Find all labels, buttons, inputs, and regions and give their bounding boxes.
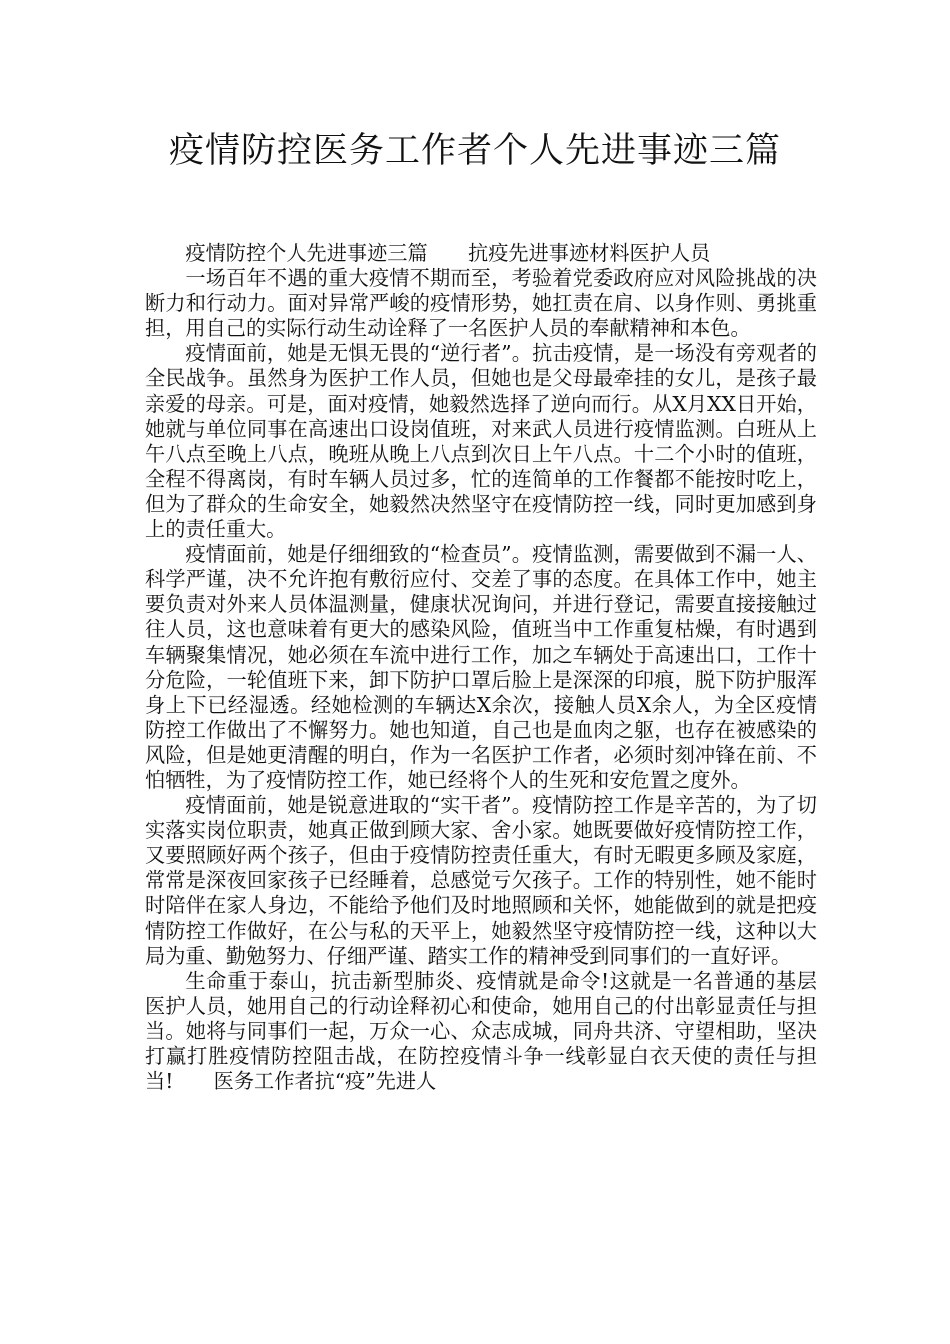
- paragraph-intro: 一场百年不遇的重大疫情不期而至，考验着党委政府应对风险挑战的决断力和行动力。面对异常严峻的疫情形势，她扛责在肩、以身作则、勇挑重担，用自己的实际行动生动诠释了一名医护人员的奉献精神和本色。: [145, 266, 817, 341]
- subtitle-line: 疫情防控个人先进事迹三篇 抗疫先进事迹材料医护人员: [185, 241, 711, 265]
- paragraph-retrograde: 疫情面前，她是无惧无畏的“逆行者”。抗击疫情，是一场没有旁观者的全民战争。虽然身为医护工作人员，但她也是父母最牵挂的女儿，是孩子最亲爱的母亲。可是，面对疫情，她毅然选择了逆向而行。从X月XX日开始，她就与单位同事在高速出口设岗值班，对来武人员进行疫情监测。白班从上午八点至晚上八点，晚班从晚上八点到次日上午八点。十二个小时的值班，全程不得离岗，有时车辆人员过多，忙的连简单的工作餐都不能按时吃上，但为了群众的生命安全，她毅然决然坚守在疫情防控一线，同时更加感到身上的责任重大。: [145, 341, 817, 542]
- paragraph-doer: 疫情面前，她是锐意进取的“实干者”。疫情防控工作是辛苦的，为了切实落实岗位职责，她真正做到顾大家、舍小家。她既要做好疫情防控工作，又要照顾好两个孩子，但由于疫情防控责任重大，有时无暇更多顾及家庭，常常是深夜回家孩子已经睡着，总感觉亏欠孩子。工作的特别性，她不能时时陪伴在家人身边，不能给予他们及时地照顾和关怀，她能做到的就是把疫情防控工作做好，在公与私的天平上，她毅然坚守疫情防控一线，这种以大局为重、勤勉努力、仔细严谨、踏实工作的精神受到同事们的一直好评。: [145, 793, 817, 968]
- paragraph-conclusion: 生命重于泰山，抗击新型肺炎、疫情就是命令!这就是一名普通的基层医护人员，她用自己的行动诠释初心和使命，她用自己的付出彰显责任与担当。她将与同事们一起，万众一心、众志成城，同舟共济、守望相助，坚决打赢打胜疫情防控阻击战，在防控疫情斗争一线彰显白衣天使的责任与担当! 医务工作者抗“疫”先进人: [145, 968, 817, 1094]
- document-body: [145, 241, 817, 1094]
- paragraph-inspector: 疫情面前，她是仔细细致的“检查员”。疫情监测，需要做到不漏一人、科学严谨，决不允许抱有敷衍应付、交差了事的态度。在具体工作中，她主要负责对外来人员体温测量，健康状况询问，并进行登记，需要直接接触过往人员，这也意味着有更大的感染风险，值班当中工作重复枯燥，有时遇到车辆聚集情况，她必须在车流中进行工作，加之车辆处于高速出口，工作十分危险，一轮值班下来，卸下防护口罩后脸上是深深的印痕，脱下防护服浑身上下已经湿透。经她检测的车辆达X余次，接触人员X余人，为全区疫情防控工作做出了不懈努力。她也知道，自己也是血肉之躯，也存在被感染的风险，但是她更清醒的明白，作为一名医护工作者，必须时刻冲锋在前、不怕牺牲，为了疫情防控工作，她已经将个人的生死和安危置之度外。: [145, 542, 817, 792]
- document-title: 疫情防控医务工作者个人先进事迹三篇: [168, 131, 781, 171]
